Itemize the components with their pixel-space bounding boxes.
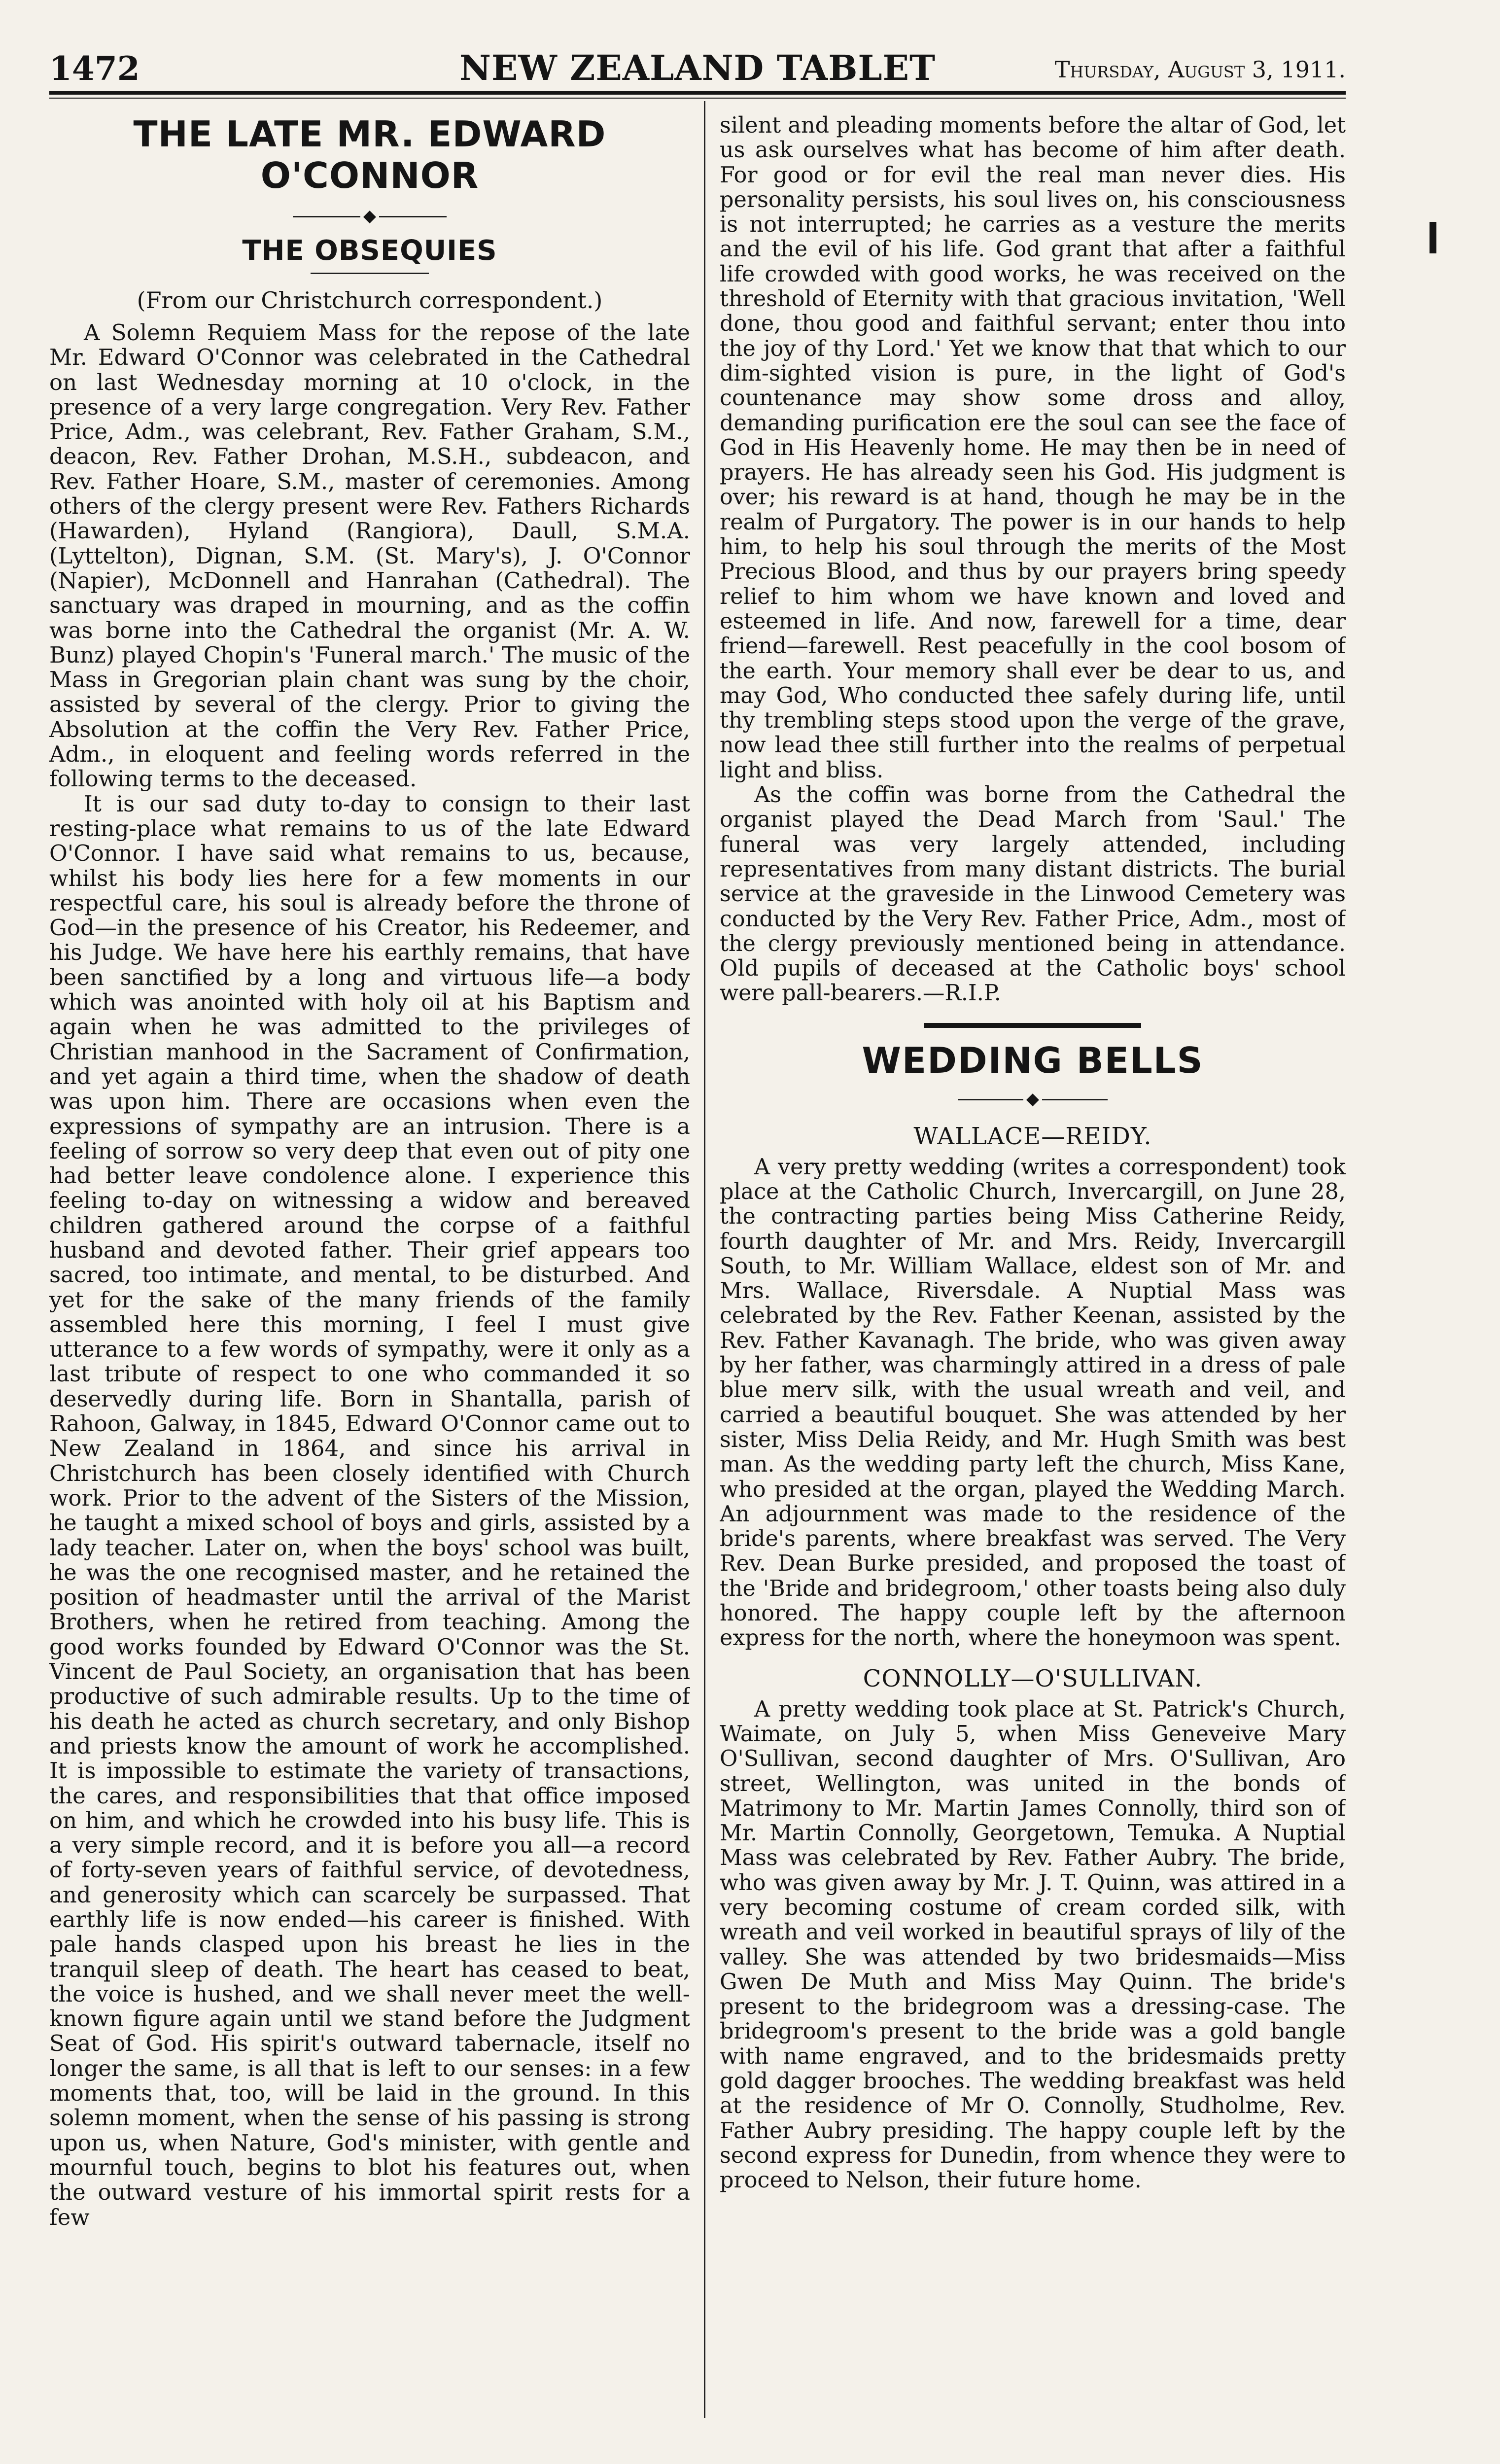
continuation-paragraph: silent and pleading moments before the altar of God, let us ask ourselves what has become of him after death. For good or for evil the real man never dies. His personality persists, his soul lives on, his consciousness is not interrupted; he carries as a vesture the merits and the evil of his life. God grant that after a faithful life crowded with good works, he was received on the threshold of Eternity with that gracious invitation, 'Well done, thou good and faithful servant; enter thou into the joy of thy Lord.' Yet we know that that which to our dim-sighted vision is pure, in the light of God's countenance may show some dross and alloy, demanding purification ere the soul can see the face of God in His Heavenly home. He may then be in need of prayers. He has already seen his God. His judgment is over; his reward is at hand, though he may be in the realm of Purgatory. The power is in our hands to help him, to help his soul through the merits of the Most Precious Blood, and thus by our prayers bring speedy relief to him whom we have known and loved and esteemed in life. And now, farewell for a time, dear friend—farewell. Rest peacefully in the cool bosom of the earth. Your memory shall ever be dear to us, and may God, Who conducted thee safely during life, until thy trembling steps stood upon the verge of the grave, now lead thee still further into the realms of perpetual light and bliss. (720, 113, 1346, 783)
continuation-paragraph: As the coffin was borne from the Cathedral the organist played the Dead March from 'Saul.' The funeral was very largely attended, including representatives from many distant districts. The burial service at the graveside in the Linwood Cemetery was conducted by the Very Rev. Father Price, Adm., most of the clergy previously mentioned being in attendance. Old pupils of deceased at the Catholic boys' school were pall-bearers.—R.I.P. (720, 782, 1346, 1006)
diamond-rule: ◆ (720, 1089, 1346, 1109)
article-paragraph: A Solemn Requiem Mass for the repose of the late Mr. Edward O'Connor was celebrated in the Cathedral on last Wednesday morning at 10 o'clock, in the presence of a very large congregation. Very Rev. Father Price, Adm., was celebrant, Rev. Father Graham, S.M., deacon, Rev. Father Drohan, M.S.H., subdeacon, and Rev. Father Hoare, S.M., master of ceremonies. Among others of the clergy present were Rev. Fathers Richards (Hawarden), Hyland (Rangiora), Daull, S.M.A. (Lyttelton), Dignan, S.M. (St. Mary's), J. O'Connor (Napier), McDonnell and Hanrahan (Cathedral). The sanctuary was draped in mourning, and as the coffin was borne into the Cathedral the organist (Mr. A. W. Bunz) played Chopin's 'Funeral march.' The music of the Mass in Gregorian plain chant was sung by the choir, assisted by several of the clergy. Prior to giving the Absolution at the coffin the Very Rev. Father Price, Adm., in eloquent and feeling words referred in the following terms to the deceased. (49, 319, 690, 792)
wedding-paragraph: A pretty wedding took place at St. Patrick's Church, Waimate, on July 5, when Miss Geneveive Mary O'Sullivan, second daughter of Mrs. O'Sullivan, Aro street, Wellington, was united in the bonds of Matrimony to Mr. Martin James Connolly, third son of Mr. Martin Connolly, Georgetown, Temuka. A Nuptial Mass was celebrated by Rev. Father Aubry. The bride, who was given away by Mr. J. T. Quinn, was attired in a very becoming costume of cream corded silk, with wreath and veil worked in beautiful sprays of lily of the valley. She was attended by two bridesmaids—Miss Gwen De Muth and Miss May Quinn. The bride's present to the bridegroom was a dressing-case. The bridegroom's present to the bride was a gold bangle with name engraved, and to the bridesmaids pretty gold dagger brooches. The wedding breakfast was held at the residence of Mr O. Connolly, Studholme, Rev. Father Aubry presiding. The happy couple left by the second express for Dunedin, from whence they were to proceed to Nelson, their future home. (720, 1696, 1346, 2193)
issue-date: Thursday, August 3, 1911. (1054, 56, 1346, 83)
wedding-heading: WALLACE—REIDY. (913, 1122, 1152, 1150)
diamond-rule: ◆ (49, 206, 690, 226)
header-rule-thin (49, 98, 1346, 99)
wedding-paragraph: A very pretty wedding (writes a correspondent) took place at the Catholic Church, Invercargill, on June 28, the contracting parties being Miss Catherine Reidy, fourth daughter of Mr. and Mrs. Reidy, Invercargill South, to Mr. William Wallace, eldest son of Mr. and Mrs. Wallace, Riversdale. A Nuptial Mass was celebrated by the Rev. Father Keenan, assisted by the Rev. Father Kavanagh. The bride, who was given away by her father, was charmingly attired in a dress of pale blue merv silk, with the usual wreath and veil, and carried a beautiful bouquet. She was attended by her sister, Miss Delia Reidy, and Mr. Hugh Smith was best man. As the wedding party left the church, Miss Kane, who presided at the organ, played the Wedding March. An adjournment was made to the residence of the bride's parents, where breakfast was served. The Very Rev. Dean Burke presided, and proposed the toast of the 'Bride and bridegroom,' other toasts being also duly honored. The happy couple left by the afternoon express for the north, where the honeymoon was spent. (720, 1154, 1346, 1651)
column-divider (704, 101, 705, 2418)
page-number: 1472 (49, 49, 140, 88)
section-rule (924, 1023, 1141, 1028)
left-column (49, 113, 690, 2430)
article-paragraph: It is our sad duty to-day to consign to their last resting-place what remains to us of the late Edward O'Connor. I have said what remains to us, because, whilst his body lies here for a few moments in our respectful care, his soul is already before the throne of God—in the presence of his Creator, his Redeemer, and his Judge. We have here his earthly remains, that have been sanctified by a long and virtuous life—a body which was anointed with holy oil at his Baptism and again when he was admitted to the privileges of Christian manhood in the Sacrament of Confirmation, and yet again a third time, when the shadow of death was upon him. There are occasions when even the expressions of sympathy are an intrusion. There is a feeling of sorrow so very deep that even out of pity one had better leave condolence alone. I experience this feeling to-day on witnessing a widow and bereaved children gathered around the corpse of a faithful husband and devoted father. Their grief appears too sacred, too intimate, and mental, to be disturbed. And yet for the sake of the many friends of the family assembled here this morning, I feel I must give utterance to a few words of sympathy, were it only as a last tribute of respect to one who commanded it so deservedly during life. Born in Shantalla, parish of Rahoon, Galway, in 1845, Edward O'Connor came out to New Zealand in 1864, and since his arrival in Christchurch has been closely identified with Church work. Prior to the advent of the Sisters of the Mission, he taught a mixed school of boys and girls, assisted by a lady teacher. Later on, when the boys' school was built, he was the one recognised master, and he retained the position of headmaster until the arrival of the Marist Brothers, when he retired from teaching. Among the good works founded by Edward O'Connor was the St. Vincent de Paul Society, an organisation that has been productive of such admirable results. Up to the time of his death he acted as church secretary, and only Bishop and priests know the amount of work he accomplished. It is impossible to estimate the variety of transactions, the cares, and responsibilities that that office imposed on him, and which he crowded into his busy life. This is a very simple record, and it is before you all—a record of forty-seven years of faithful service, of devotedness, and generosity which can scarcely be surpassed. That earthly life is now ended—his career is finished. With pale hands clasped upon his breast he lies in the tranquil sleep of death. The heart has ceased to beat, the voice is hushed, and we shall never meet the well-known figure again until we stand before the Judgment Seat of God. His spirit's outward tabernacle, itself no longer the same, is all that is left to our senses: in a few moments that, too, will be laid in the ground. In this solemn moment, when the sense of his passing is strong upon us, when Nature, God's minister, with gentle and mournful touch, begins to blot his features out, when the outward vesture of his immortal spirit rests for a few (49, 790, 690, 2230)
byline: (From our Christchurch correspondent.) (137, 287, 603, 314)
wedding-heading: CONNOLLY—O'SULLIVAN. (863, 1664, 1203, 1692)
article-subtitle: THE OBSEQUIES (242, 235, 497, 267)
article-title: THE LATE MR. EDWARD O'CONNOR (133, 113, 606, 196)
short-rule (311, 273, 429, 274)
margin-mark (1430, 222, 1436, 253)
masthead: NEW ZEALAND TABLET (459, 47, 936, 88)
right-column (720, 113, 1346, 2430)
wedding-bells-title: WEDDING BELLS (862, 1039, 1204, 1081)
header-rule (49, 91, 1346, 95)
